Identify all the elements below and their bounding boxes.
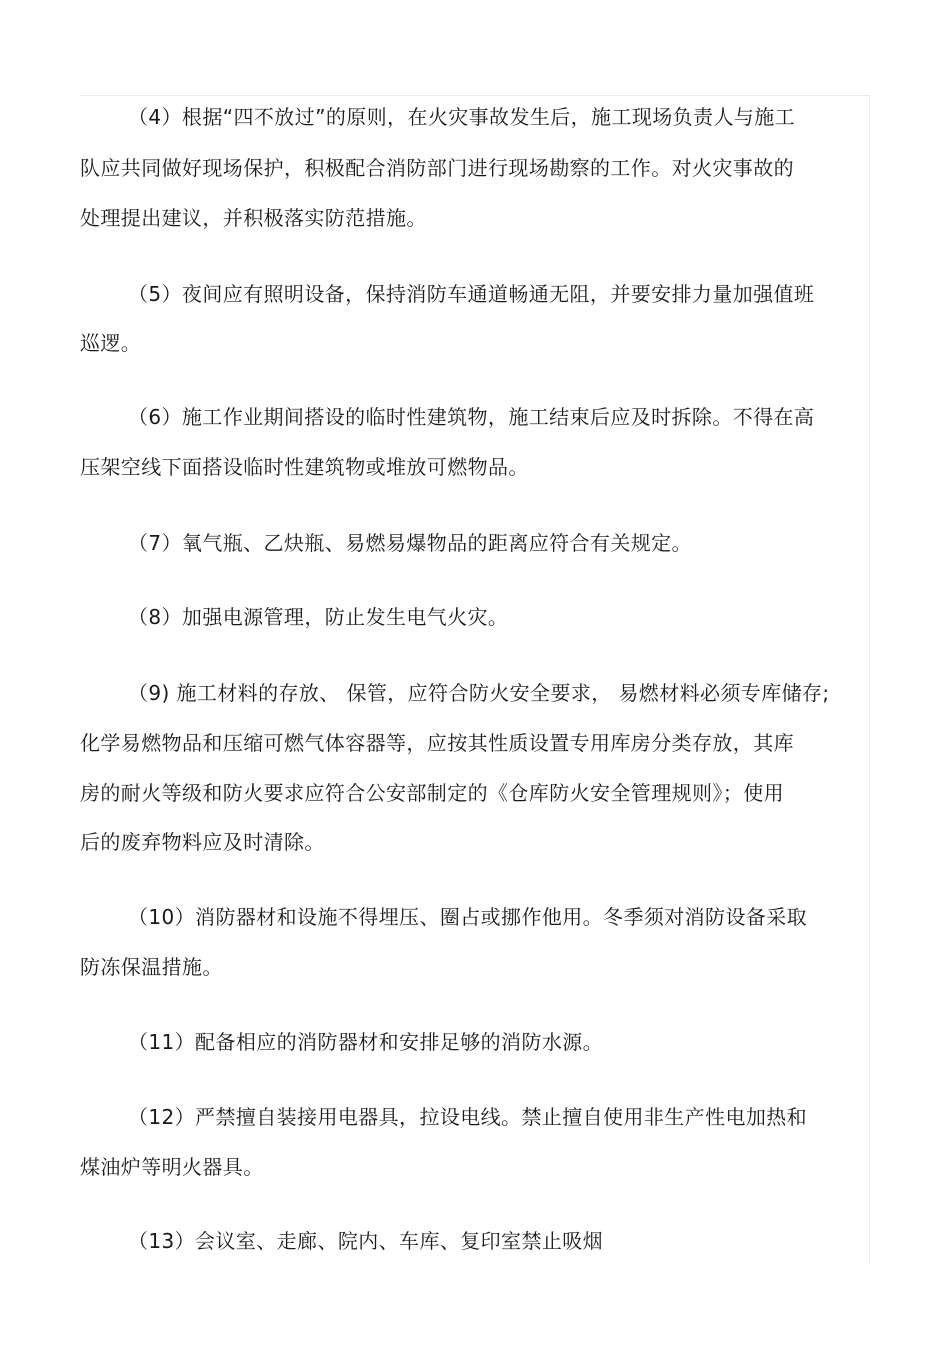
paragraph-line: 处理提出建议，并积极落实防范措施。 xyxy=(80,206,427,230)
paragraph-line: 压架空线下面搭设临时性建筑物或堆放可燃物品。 xyxy=(80,455,529,479)
paragraph-line: 化学易燃物品和压缩可燃气体容器等，应按其性质设置专用库房分类存放，其库 xyxy=(80,731,794,755)
paragraph-line: 后的废弃物料应及时清除。 xyxy=(80,830,325,854)
paragraph-line: （5）夜间应有照明设备，保持消防车通道畅通无阻，并要安排力量加强值班 xyxy=(128,282,815,306)
paragraph-line: （10）消防器材和设施不得埋压、圈占或挪作他用。冬季须对消防设备采取 xyxy=(128,905,808,929)
paragraph-line: （6）施工作业期间搭设的临时性建筑物，施工结束后应及时拆除。不得在高 xyxy=(128,405,815,429)
paragraph-line: 巡逻。 xyxy=(80,331,142,355)
paragraph-line: 房的耐火等级和防火要求应符合公安部制定的《仓库防火安全管理规则》；使用 xyxy=(80,781,784,805)
paragraph-line: （13）会议室、走廊、院内、车库、复印室禁止吸烟 xyxy=(128,1229,604,1253)
paragraph-line: （9) 施工材料的存放、 保管，应符合防火安全要求， 易燃材料必须专库储存; xyxy=(128,681,830,705)
paragraph-line: （11）配备相应的消防器材和安排足够的消防水源。 xyxy=(128,1030,604,1054)
paragraph-line: 煤油炉等明火器具。 xyxy=(80,1155,264,1179)
paragraph-line: （8）加强电源管理，防止发生电气火灾。 xyxy=(128,605,509,629)
paragraph-line: 防冻保温措施。 xyxy=(80,955,223,979)
paragraph-line: 队应共同做好现场保护，积极配合消防部门进行现场勘察的工作。对火灾事故的 xyxy=(80,156,794,180)
paragraph-line: （4）根据“四不放过”的原则，在火灾事故发生后，施工现场负责人与施工 xyxy=(128,105,796,129)
paragraph-line: （7）氧气瓶、乙炔瓶、易燃易爆物品的距离应符合有关规定。 xyxy=(128,531,692,555)
paragraph-line: （12）严禁擅自装接用电器具，拉设电线。禁止擅自使用非生产性电加热和 xyxy=(128,1105,808,1129)
